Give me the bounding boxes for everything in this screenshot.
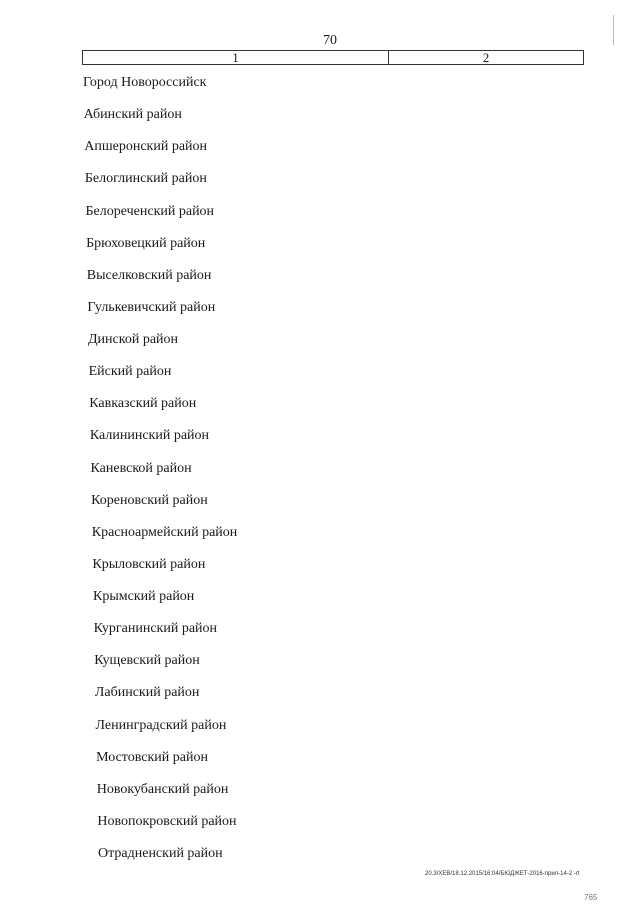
district-name: Город Новороссийск [83, 75, 207, 90]
district-name: Ейский район [88, 364, 172, 380]
district-name: Калининский район [89, 428, 210, 444]
table-header-col-1: 1 [83, 51, 389, 64]
document-footer-code: 20.3/ХЕВ/18.12.2015/16:04/БЮДЖЕТ-2016-прил-14-2 -rt [425, 871, 580, 877]
district-name: Абинский район [83, 107, 182, 123]
district-name: Выселковский район [86, 267, 212, 283]
table-header-col-2: 2 [482, 50, 490, 65]
district-name: Лабинский район [94, 685, 200, 701]
district-name: Каневской район [90, 460, 192, 476]
district-name: Белореченский район [85, 203, 215, 219]
district-name: Крымский район [93, 589, 195, 604]
district-name: Новопокровский район [97, 813, 237, 829]
district-name: Курганинский район [93, 621, 218, 637]
district-name: Ленинградский район [95, 717, 227, 733]
district-name: Динской район [88, 332, 179, 347]
district-name: Крыловский район [92, 556, 206, 572]
district-name: Гулькевичский район [87, 299, 216, 315]
district-name: Красноармейский район [91, 524, 238, 540]
page-number: 70 [323, 33, 337, 48]
district-name: Брюховецкий район [86, 235, 206, 251]
district-name: Кущевский район [94, 653, 200, 669]
district-name: Кореновский район [91, 492, 208, 508]
district-name: Апшеронский район [84, 139, 208, 155]
district-name: Мостовский район [96, 749, 208, 765]
district-name: Отрадненский район [98, 846, 223, 861]
district-name: Кавказский район [89, 396, 197, 412]
district-name: Новокубанский район [96, 781, 229, 797]
district-name: Белоглинский район [84, 171, 207, 187]
scan-mark: 765 [584, 893, 598, 902]
